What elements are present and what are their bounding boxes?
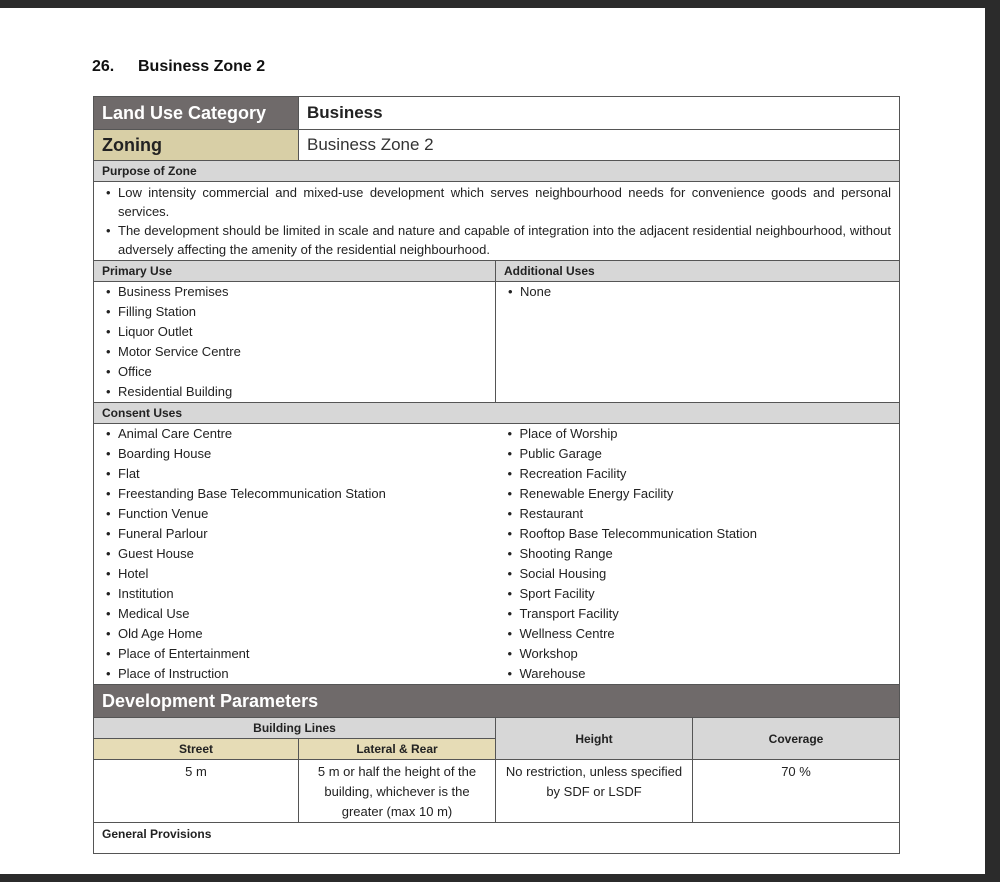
purpose-item: • Low intensity commercial and mixed-use development which serves neighbourhood needs for convenience goods and personal services.	[118, 183, 891, 221]
land-use-label: Land Use Category	[94, 97, 299, 130]
purpose-list	[102, 183, 891, 259]
list-item: • Place of Entertainment	[118, 644, 488, 664]
lateral-rear-value: 5 m or half the height of the building, whichever is the greater (max 10 m)	[299, 760, 496, 823]
additional-uses-cell	[496, 282, 900, 403]
list-item: • Business Premises	[118, 282, 487, 302]
list-item: • Old Age Home	[118, 624, 488, 644]
consent-right-cell	[496, 424, 900, 685]
list-item: • Shooting Range	[520, 544, 892, 564]
list-item: • Medical Use	[118, 604, 488, 624]
coverage-value: 70 %	[693, 760, 900, 823]
land-use-value: Business	[299, 97, 900, 130]
document-page	[0, 8, 985, 874]
list-item: • Sport Facility	[520, 584, 892, 604]
list-item: • Recreation Facility	[520, 464, 892, 484]
purpose-heading: Purpose of Zone	[94, 161, 900, 182]
development-parameters-heading: Development Parameters	[94, 685, 900, 718]
section-heading	[92, 58, 265, 76]
section-number: 26.	[92, 58, 115, 75]
list-item: • Funeral Parlour	[118, 524, 488, 544]
street-value: 5 m	[94, 760, 299, 823]
zoning-value: Business Zone 2	[299, 130, 900, 161]
list-item: • Liquor Outlet	[118, 322, 487, 342]
primary-use-list	[102, 282, 487, 402]
additional-uses-list	[504, 282, 891, 302]
purpose-cell	[94, 182, 900, 261]
section-title: Business Zone 2	[138, 58, 266, 75]
list-item: • Warehouse	[520, 664, 892, 684]
primary-use-cell	[94, 282, 496, 403]
list-item: • Filling Station	[118, 302, 487, 322]
list-item: • Rooftop Base Telecommunication Station	[520, 524, 892, 544]
list-item: • Freestanding Base Telecommunication Station	[118, 484, 488, 504]
list-item: • Wellness Centre	[520, 624, 892, 644]
purpose-item: • The development should be limited in scale and nature and capable of integration into the adjacent residential neighbourhood, without adversely affecting the amenity of the residential neighbourhood.	[118, 221, 891, 259]
list-item: • None	[520, 282, 891, 302]
list-item: • Restaurant	[520, 504, 892, 524]
list-item: • Public Garage	[520, 444, 892, 464]
height-value: No restriction, unless specified by SDF or LSDF	[496, 760, 693, 823]
list-item: • Office	[118, 362, 487, 382]
list-item: • Place of Worship	[520, 424, 892, 444]
list-item: • Transport Facility	[520, 604, 892, 624]
general-provisions-heading: General Provisions	[94, 823, 900, 854]
building-lines-heading: Building Lines	[94, 718, 496, 739]
consent-left-cell	[94, 424, 496, 685]
list-item: • Place of Instruction	[118, 664, 488, 684]
street-heading: Street	[94, 739, 299, 760]
list-item: • Workshop	[520, 644, 892, 664]
consent-right-list	[504, 424, 892, 684]
list-item: • Hotel	[118, 564, 488, 584]
list-item: • Renewable Energy Facility	[520, 484, 892, 504]
list-item: • Function Venue	[118, 504, 488, 524]
consent-left-list	[102, 424, 488, 684]
lateral-rear-heading: Lateral & Rear	[299, 739, 496, 760]
list-item: • Residential Building	[118, 382, 487, 402]
primary-use-heading: Primary Use	[94, 261, 496, 282]
list-item: • Animal Care Centre	[118, 424, 488, 444]
coverage-heading: Coverage	[693, 718, 900, 760]
list-item: • Guest House	[118, 544, 488, 564]
consent-uses-heading: Consent Uses	[94, 403, 900, 424]
zoning-label: Zoning	[94, 130, 299, 161]
list-item: • Institution	[118, 584, 488, 604]
list-item: • Social Housing	[520, 564, 892, 584]
list-item: • Boarding House	[118, 444, 488, 464]
height-heading: Height	[496, 718, 693, 760]
zone-table	[93, 96, 900, 854]
list-item: • Flat	[118, 464, 488, 484]
list-item: • Motor Service Centre	[118, 342, 487, 362]
additional-uses-heading: Additional Uses	[496, 261, 900, 282]
